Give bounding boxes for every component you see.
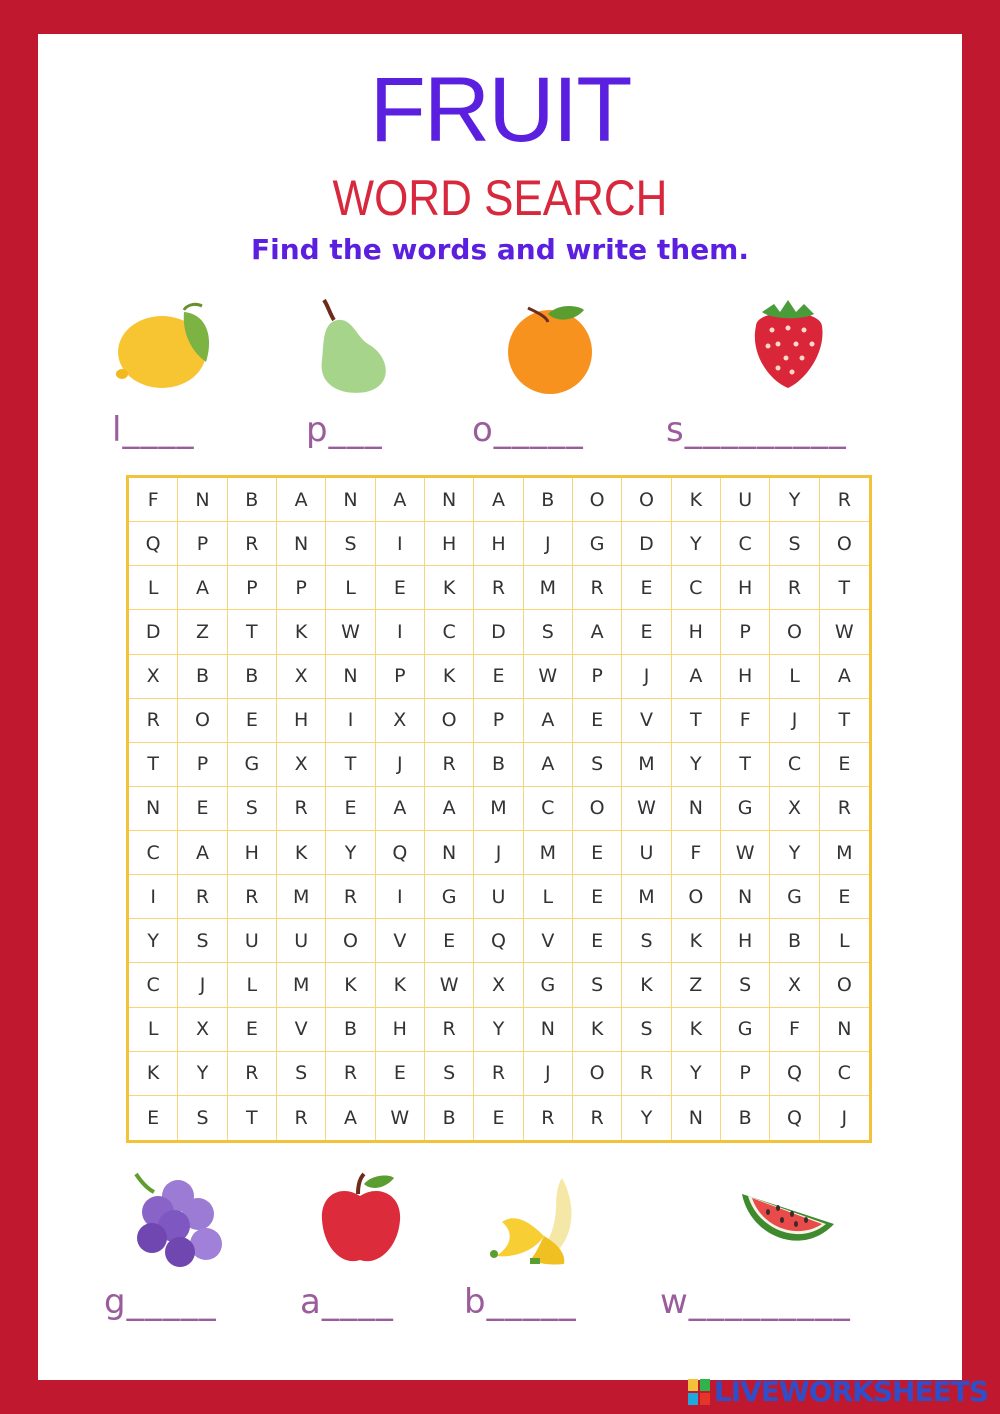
grid-cell[interactable]: G	[573, 522, 622, 566]
grid-cell[interactable]: N	[178, 478, 227, 522]
grid-cell[interactable]: M	[474, 787, 523, 831]
grid-cell[interactable]: N	[672, 787, 721, 831]
answer-strawberry[interactable]: s_________	[666, 410, 847, 450]
grid-cell[interactable]: X	[770, 787, 819, 831]
grid-cell[interactable]: M	[622, 875, 671, 919]
grid-cell[interactable]: P	[277, 566, 326, 610]
grid-cell[interactable]: A	[524, 743, 573, 787]
grid-cell[interactable]: G	[721, 1008, 770, 1052]
grid-cell[interactable]: T	[721, 743, 770, 787]
grid-cell[interactable]: W	[721, 831, 770, 875]
grid-cell[interactable]: J	[474, 831, 523, 875]
grid-cell[interactable]: O	[770, 610, 819, 654]
grid-cell[interactable]: K	[277, 610, 326, 654]
grid-cell[interactable]: N	[524, 1008, 573, 1052]
grid-cell[interactable]: Y	[672, 1052, 721, 1096]
grid-cell[interactable]: G	[770, 875, 819, 919]
grid-cell[interactable]: P	[573, 655, 622, 699]
answer-watermelon[interactable]: w_________	[660, 1282, 851, 1322]
grid-cell[interactable]: E	[228, 1008, 277, 1052]
grid-cell[interactable]: G	[721, 787, 770, 831]
pear-icon	[312, 298, 398, 394]
grid-cell[interactable]: S	[178, 919, 227, 963]
grid-cell[interactable]: S	[228, 787, 277, 831]
answer-apple[interactable]: a____	[300, 1282, 394, 1322]
grid-cell[interactable]: S	[524, 610, 573, 654]
grid-cell[interactable]: F	[672, 831, 721, 875]
grid-cell[interactable]: L	[524, 875, 573, 919]
grid-cell[interactable]: Y	[178, 1052, 227, 1096]
grid-cell[interactable]: A	[376, 787, 425, 831]
grid-cell[interactable]: R	[228, 522, 277, 566]
grid-cell[interactable]: P	[721, 610, 770, 654]
grid-cell[interactable]: R	[425, 743, 474, 787]
grid-cell[interactable]: R	[770, 566, 819, 610]
grid-cell[interactable]: J	[376, 743, 425, 787]
banana-icon	[490, 1172, 586, 1272]
grid-cell[interactable]: R	[573, 1096, 622, 1140]
grid-cell[interactable]: U	[228, 919, 277, 963]
grid-cell[interactable]: S	[573, 743, 622, 787]
grid-cell[interactable]: S	[326, 522, 375, 566]
grid-cell[interactable]: Z	[178, 610, 227, 654]
grid-cell[interactable]: N	[425, 478, 474, 522]
grid-cell[interactable]: E	[573, 831, 622, 875]
grid-cell[interactable]: X	[474, 963, 523, 1007]
grid-cell[interactable]: C	[770, 743, 819, 787]
grid-cell[interactable]: Z	[672, 963, 721, 1007]
grid-cell[interactable]: R	[820, 787, 869, 831]
grid-cell[interactable]: R	[129, 699, 178, 743]
instructions-text: Find the words and write them.	[250, 233, 749, 266]
grid-cell[interactable]: C	[721, 522, 770, 566]
grid-cell[interactable]: A	[672, 655, 721, 699]
grid-cell[interactable]: S	[178, 1096, 227, 1140]
grid-cell[interactable]: O	[622, 478, 671, 522]
grid-cell[interactable]: M	[524, 566, 573, 610]
grid-cell[interactable]: V	[376, 919, 425, 963]
grid-cell[interactable]: E	[820, 875, 869, 919]
grid-cell[interactable]: Y	[672, 522, 721, 566]
grid-cell[interactable]: J	[524, 1052, 573, 1096]
grid-cell[interactable]: O	[326, 919, 375, 963]
grid-cell[interactable]: Y	[770, 478, 819, 522]
grid-cell[interactable]: H	[376, 1008, 425, 1052]
grid-cell[interactable]: V	[277, 1008, 326, 1052]
grapes-icon	[130, 1170, 226, 1270]
page-title: FRUIT	[369, 59, 631, 161]
answer-grapes[interactable]: g_____	[104, 1282, 217, 1322]
grid-cell[interactable]: K	[573, 1008, 622, 1052]
grid-cell[interactable]: M	[622, 743, 671, 787]
grid-cell[interactable]: W	[622, 787, 671, 831]
grid-cell[interactable]: O	[178, 699, 227, 743]
grid-cell[interactable]: E	[474, 655, 523, 699]
grid-cell[interactable]: A	[277, 478, 326, 522]
grid-cell[interactable]: F	[721, 699, 770, 743]
grid-cell[interactable]: K	[672, 919, 721, 963]
grid-cell[interactable]: X	[129, 655, 178, 699]
grid-cell[interactable]: M	[277, 875, 326, 919]
grid-cell[interactable]: K	[425, 566, 474, 610]
grid-cell[interactable]: B	[770, 919, 819, 963]
grid-cell[interactable]: Q	[770, 1096, 819, 1140]
grid-cell[interactable]: U	[277, 919, 326, 963]
grid-cell[interactable]: K	[376, 963, 425, 1007]
grid-cell[interactable]: Q	[770, 1052, 819, 1096]
grid-cell[interactable]: M	[277, 963, 326, 1007]
grid-cell[interactable]: K	[672, 478, 721, 522]
grid-cell[interactable]: R	[474, 566, 523, 610]
grid-cell[interactable]: N	[326, 655, 375, 699]
grid-cell[interactable]: E	[425, 919, 474, 963]
grid-cell[interactable]: N	[721, 875, 770, 919]
grid-cell[interactable]: M	[524, 831, 573, 875]
grid-cell[interactable]: L	[129, 1008, 178, 1052]
orange-icon	[502, 300, 594, 396]
grid-cell[interactable]: C	[129, 963, 178, 1007]
grid-cell[interactable]: T	[228, 610, 277, 654]
grid-cell[interactable]: A	[820, 655, 869, 699]
grid-cell[interactable]: S	[721, 963, 770, 1007]
grid-cell[interactable]: E	[622, 610, 671, 654]
grid-cell[interactable]: N	[326, 478, 375, 522]
grid-cell[interactable]: E	[129, 1096, 178, 1140]
grid-cell[interactable]: K	[129, 1052, 178, 1096]
grid-cell[interactable]: G	[228, 743, 277, 787]
grid-cell[interactable]: S	[770, 522, 819, 566]
grid-cell[interactable]: K	[672, 1008, 721, 1052]
grid-cell[interactable]: K	[277, 831, 326, 875]
grid-cell[interactable]: R	[277, 1096, 326, 1140]
grid-cell[interactable]: R	[277, 787, 326, 831]
grid-cell[interactable]: L	[228, 963, 277, 1007]
answer-banana[interactable]: b_____	[464, 1282, 577, 1322]
grid-cell[interactable]: T	[820, 699, 869, 743]
grid-cell[interactable]: H	[474, 522, 523, 566]
grid-cell[interactable]: E	[376, 1052, 425, 1096]
grid-cell[interactable]: S	[573, 963, 622, 1007]
grid-cell[interactable]: C	[672, 566, 721, 610]
grid-cell[interactable]: L	[770, 655, 819, 699]
grid-cell[interactable]: E	[326, 787, 375, 831]
grid-cell[interactable]: C	[524, 787, 573, 831]
grid-cell[interactable]: J	[841, 1106, 848, 1129]
grid-cell[interactable]: B	[326, 1008, 375, 1052]
grid-cell[interactable]: P	[228, 566, 277, 610]
grid-cell[interactable]: U	[622, 831, 671, 875]
grid-cell[interactable]: U	[721, 478, 770, 522]
grid-cell[interactable]: K	[622, 963, 671, 1007]
grid-cell[interactable]: A	[474, 478, 523, 522]
grid-cell[interactable]: X	[770, 963, 819, 1007]
grid-cell[interactable]: B	[524, 478, 573, 522]
grid-cell[interactable]: P	[721, 1052, 770, 1096]
grid-cell[interactable]: R	[228, 1052, 277, 1096]
grid-cell[interactable]: T	[672, 699, 721, 743]
grid-cell[interactable]: P	[178, 743, 227, 787]
grid-cell[interactable]: S	[622, 1008, 671, 1052]
grid-cell[interactable]: T	[129, 743, 178, 787]
grid-cell[interactable]: P	[474, 699, 523, 743]
grid-cell[interactable]: B	[425, 1096, 474, 1140]
grid-cell[interactable]: Y	[672, 743, 721, 787]
grid-cell[interactable]: Y	[326, 831, 375, 875]
grid-cell[interactable]: O	[573, 787, 622, 831]
grid-cell[interactable]: R	[820, 478, 869, 522]
answer-lemon[interactable]: l____	[112, 410, 195, 450]
grid-cell[interactable]: N	[672, 1096, 721, 1140]
grid-cell[interactable]: H	[228, 831, 277, 875]
grid-cell[interactable]: X	[178, 1008, 227, 1052]
grid-cell[interactable]: L	[820, 919, 869, 963]
grid-cell[interactable]: J	[622, 655, 671, 699]
grid-cell[interactable]: D	[622, 522, 671, 566]
grid-cell[interactable]: J	[178, 963, 227, 1007]
grid-cell[interactable]: W	[524, 655, 573, 699]
grid-cell[interactable]: P	[178, 522, 227, 566]
grid-cell[interactable]: O	[425, 699, 474, 743]
grid-cell[interactable]: K	[326, 963, 375, 1007]
grid-cell[interactable]: O	[573, 478, 622, 522]
answer-orange[interactable]: o_____	[472, 410, 584, 450]
grid-cell[interactable]: W	[820, 610, 869, 654]
lemon-icon	[114, 296, 218, 392]
grid-cell[interactable]: E	[376, 566, 425, 610]
grid-cell[interactable]: O	[672, 875, 721, 919]
grid-cell[interactable]: I	[326, 699, 375, 743]
grid-cell[interactable]: W	[425, 963, 474, 1007]
grid-cell[interactable]: R	[178, 875, 227, 919]
grid-cell[interactable]: Y	[474, 1008, 523, 1052]
grid-cell[interactable]: H	[721, 919, 770, 963]
grid-cell[interactable]: R	[228, 875, 277, 919]
grid-cell[interactable]: X	[277, 743, 326, 787]
grid-cell[interactable]: N	[129, 787, 178, 831]
grid-cell[interactable]: L	[129, 566, 178, 610]
grid-cell[interactable]: R	[326, 1052, 375, 1096]
grid-cell[interactable]: R	[425, 1008, 474, 1052]
grid-cell[interactable]: M	[820, 831, 869, 875]
grid-cell[interactable]: H	[277, 699, 326, 743]
grid-cell[interactable]: E	[474, 1096, 523, 1140]
grid-cell[interactable]: I	[376, 875, 425, 919]
answer-pear[interactable]: p___	[306, 410, 383, 450]
brand-text: LIVEWORKSHEETS	[713, 1375, 988, 1408]
grid-cell[interactable]: O	[820, 963, 869, 1007]
grid-cell[interactable]: Q	[474, 919, 523, 963]
brand-watermark	[688, 1375, 988, 1408]
grid-cell[interactable]: K	[425, 655, 474, 699]
grid-cell[interactable]: V	[524, 919, 573, 963]
grid-cell[interactable]: O	[820, 522, 869, 566]
grid-cell[interactable]: L	[326, 566, 375, 610]
apple-icon	[318, 1170, 404, 1270]
grid-cell[interactable]: B	[228, 655, 277, 699]
grid-cell[interactable]: P	[376, 655, 425, 699]
grid-cell[interactable]: W	[326, 610, 375, 654]
grid-cell[interactable]: J	[524, 522, 573, 566]
grid-cell[interactable]: R	[524, 1096, 573, 1140]
grid-cell[interactable]: B	[228, 478, 277, 522]
grid-cell[interactable]: A	[326, 1096, 375, 1140]
grid-cell[interactable]: E	[820, 743, 869, 787]
grid-cell[interactable]: I	[376, 610, 425, 654]
grid-cell[interactable]: G	[524, 963, 573, 1007]
grid-cell[interactable]: H	[721, 566, 770, 610]
grid-cell[interactable]: T	[326, 743, 375, 787]
grid-cell[interactable]: T	[820, 566, 869, 610]
grid-cell[interactable]: C	[820, 1052, 869, 1096]
watermelon-icon	[740, 1186, 836, 1256]
grid-cell[interactable]: H	[425, 522, 474, 566]
grid-cell[interactable]: S	[277, 1052, 326, 1096]
grid-cell[interactable]: N	[277, 522, 326, 566]
grid-cell[interactable]: T	[228, 1096, 277, 1140]
grid-cell[interactable]: N	[820, 1008, 869, 1052]
grid-cell[interactable]: S	[622, 919, 671, 963]
grid-cell[interactable]: J	[770, 699, 819, 743]
grid-cell[interactable]: R	[573, 566, 622, 610]
grid-cell[interactable]: R	[326, 875, 375, 919]
grid-cell[interactable]: A	[524, 699, 573, 743]
grid-cell[interactable]: Q	[129, 522, 178, 566]
grid-cell[interactable]: C	[425, 610, 474, 654]
grid-cell[interactable]: E	[573, 919, 622, 963]
grid-cell[interactable]: D	[129, 610, 178, 654]
grid-cell[interactable]: B	[721, 1096, 770, 1140]
grid-cell[interactable]: G	[425, 875, 474, 919]
worksheet-page	[38, 34, 962, 1380]
grid-cell[interactable]: O	[573, 1052, 622, 1096]
grid-cell[interactable]: X	[376, 699, 425, 743]
grid-cell[interactable]: E	[573, 875, 622, 919]
grid-cell[interactable]: A	[178, 831, 227, 875]
grid-cell[interactable]: B	[474, 743, 523, 787]
page-subtitle: WORD SEARCH	[332, 170, 668, 226]
grid-cell[interactable]: Y	[770, 831, 819, 875]
grid-cell[interactable]: F	[770, 1008, 819, 1052]
liveworksheets-logo-icon	[688, 1379, 710, 1405]
grid-cell[interactable]: E	[622, 566, 671, 610]
grid-cell[interactable]: A	[425, 787, 474, 831]
grid-cell[interactable]: Y	[622, 1096, 671, 1140]
grid-cell[interactable]: Y	[129, 919, 178, 963]
grid-cell[interactable]: V	[622, 699, 671, 743]
grid-cell[interactable]: A	[573, 610, 622, 654]
grid-cell[interactable]: C	[129, 831, 178, 875]
grid-cell[interactable]: S	[425, 1052, 474, 1096]
word-search-grid	[126, 475, 872, 1143]
grid-cell[interactable]: I	[129, 875, 178, 919]
grid-cell[interactable]: R	[622, 1052, 671, 1096]
grid-cell[interactable]: R	[474, 1052, 523, 1096]
grid-cell[interactable]: A	[376, 478, 425, 522]
grid-cell[interactable]: D	[474, 610, 523, 654]
grid-cell[interactable]: A	[178, 566, 227, 610]
grid-cell[interactable]: F	[129, 478, 178, 522]
strawberry-icon	[748, 296, 828, 390]
grid-cell[interactable]: E	[228, 699, 277, 743]
grid-cell[interactable]: E	[573, 699, 622, 743]
grid-cell[interactable]: U	[474, 875, 523, 919]
grid-cell[interactable]: I	[376, 522, 425, 566]
grid-cell[interactable]: H	[721, 655, 770, 699]
grid-cell[interactable]: N	[425, 831, 474, 875]
grid-cell[interactable]: Q	[376, 831, 425, 875]
grid-cell[interactable]: X	[277, 655, 326, 699]
grid-cell[interactable]: W	[376, 1096, 425, 1140]
grid-cell[interactable]: H	[672, 610, 721, 654]
grid-cell[interactable]: B	[178, 655, 227, 699]
grid-cell[interactable]: E	[178, 787, 227, 831]
